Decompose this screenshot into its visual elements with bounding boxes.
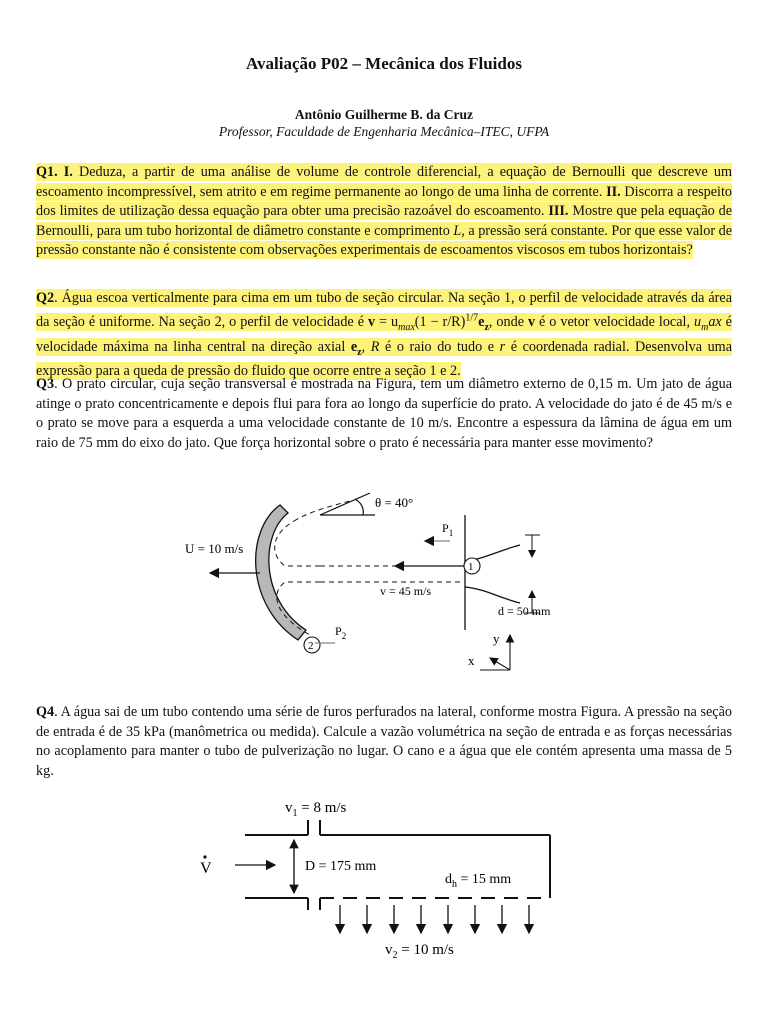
q4-text: . A água sai de um tubo contendo uma série de furos perfurados na lateral, conforme mostra Figura. A pressão na seção de entrada é de 35 kPa (manômetrica ou medida). Calcule a vazão volumétrica na seção de entrada e as forças necessárias no acoplamento para manter o tubo de pulverização no lugar. O cano e a água que ele contém apresenta uma massa de 5 kg.	[36, 704, 732, 779]
flow-line-outer	[294, 501, 350, 521]
q2-part1: . Água escoa verticalmente para cima em um tubo de seção circular. Na seção 1, o perfil de velocidade através da área da seção é uniforme. Na seção 2, o perfil de velocidade é	[36, 290, 732, 331]
q3-label: Q3	[36, 376, 55, 392]
x-axis-label: x	[468, 653, 475, 668]
hole-diameter-label: $d_h = 15$ mm	[445, 872, 512, 890]
q1-part3: Mostre que pela equação de Bernoulli, para um tubo horizontal de diâmetro constante e comprimento	[36, 203, 732, 239]
q2-eq-e: e	[478, 314, 485, 331]
q2-eq-mid: (1 − r/R)	[414, 314, 466, 331]
q1-label-iii: III.	[548, 203, 569, 220]
flow-rate-label: V	[200, 860, 212, 877]
q2-part3: é o vetor velocidade local,	[535, 314, 694, 331]
theta-angle	[320, 493, 375, 515]
q2-symbol-e-sub: z	[357, 346, 362, 358]
curved-plate	[256, 505, 306, 640]
q2-symbol-r-lower: r	[499, 338, 506, 355]
q3-figure	[170, 475, 570, 675]
question-2	[36, 289, 732, 382]
jet-velocity-label: v = 45 m/s	[380, 584, 432, 598]
theta-label: θ = 40°	[375, 495, 414, 510]
question-1-highlight	[36, 163, 732, 259]
q2-label: Q2	[36, 290, 55, 306]
q2-symbol-r-upper: R	[370, 338, 380, 355]
q2-eq-sup: 1/7	[465, 312, 479, 324]
q1-label: Q1. I.	[36, 164, 73, 180]
page-title: Avaliação P02 – Mecânica dos Fluidos	[246, 54, 522, 73]
v2-label: $v_2 = 10$ m/s	[385, 942, 454, 960]
q2-part6: é o raio do tudo e	[379, 338, 500, 355]
q2-symbol-u: u	[693, 314, 702, 331]
q2-part2: , onde	[488, 314, 528, 331]
q2-symbol-v: v	[367, 314, 376, 331]
q2-eq-sub: max	[398, 322, 415, 334]
q3-text: . O prato circular, cuja seção transversal é mostrada na Figura, tem um diâmetro externo de 0,15 m. Um jato de água atinge o prato concentricamente e depois flui para fora ao longo da superfície do prato. A velocidade do jato é de 45 m/s e o prato se move para a esquerda a uma velocidade constante de 10 m/s. Encontre a espessura da lâmina de água em um raio de 75 mm do eixo do jato. Que força horizontal sobre o prato é necessária para manter esse movimento?	[36, 376, 732, 451]
pipe-diameter-label: D = 175 mm	[305, 859, 377, 874]
q1-part4: , a pressão será constante. Por que esse valor de pressão constante não é consistente com observações experimentais de escoamentos viscosos em tubos horizontais?	[36, 222, 733, 259]
q3-figure-svg	[170, 475, 570, 675]
question-1	[36, 163, 732, 261]
q2-part5: ,	[361, 338, 371, 355]
jet-diameter-label: d = 50 mm	[498, 604, 551, 618]
q4-figure-svg	[190, 790, 560, 960]
question-2-highlight	[36, 289, 732, 380]
q2-symbol-u-sub: m	[701, 322, 709, 334]
question-3	[36, 375, 732, 453]
y-axis-label: y	[493, 631, 500, 646]
q2-part4: é velocidade máxima na linha central na direção axial	[36, 314, 732, 355]
q1-symbol-l: L	[453, 222, 462, 239]
flow-line-inner	[275, 521, 320, 566]
q1-label-ii: II.	[606, 183, 621, 200]
p2-label: $P_2$	[335, 624, 347, 641]
q2-eq-text: = u	[375, 314, 399, 331]
q1-part2: Discorra a respeito dos limites de utilização dessa equação para obter uma precisão razoável do escoamento.	[36, 183, 732, 220]
q2-symbol-ax: ax	[708, 314, 722, 331]
q4-figure	[190, 790, 560, 960]
q2-symbol-v2: v	[527, 314, 536, 331]
v1-label: $v_1 = 8$ m/s	[285, 800, 347, 819]
q1-part1: Deduza, a partir de uma análise de volume de controle diferencial, a equação de Bernoulli que descreve um escoamento incompressível, sem atrito e em regime permanente ao longo de uma linha de corrente.	[36, 164, 732, 200]
q2-eq-e-sub: z	[484, 322, 489, 334]
question-4	[36, 703, 732, 781]
section-1-label: 1	[468, 561, 474, 573]
q4-label: Q4	[36, 704, 55, 720]
p1-label: $P_1$	[442, 521, 454, 538]
author-name: Antônio Guilherme B. da Cruz	[294, 107, 474, 122]
u-velocity-label: U = 10 m/s	[185, 541, 244, 556]
q2-symbol-e: e	[350, 338, 358, 355]
q2-part7: é coordenada radial. Desenvolva uma expressão para a queda de pressão do fluido que ocorre entre a seção 1 e 2.	[36, 338, 732, 380]
section-2-label: 2	[308, 640, 314, 652]
author-affiliation: Professor, Faculdade de Engenharia Mecânica–ITEC, UFPA	[218, 124, 550, 139]
